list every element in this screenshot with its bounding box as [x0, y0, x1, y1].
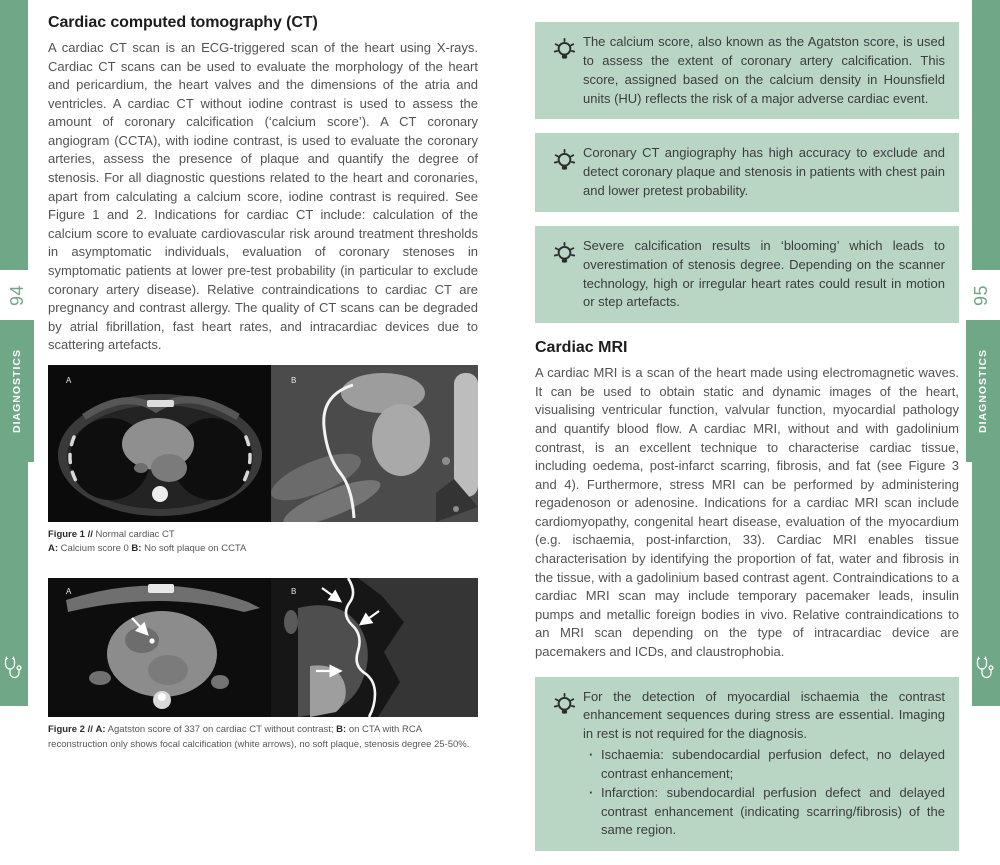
stethoscope-icon — [0, 650, 28, 690]
tip-box-ccta-accuracy — [535, 133, 959, 212]
lightbulb-icon — [545, 147, 583, 177]
lightbulb-icon — [545, 36, 583, 66]
fig2-a-text: Agatston score of 337 on cardiac CT without contrast; — [107, 724, 334, 736]
fig1-caption-title: Figure 1 // — [48, 528, 93, 540]
fig1-a-text: Calcium score 0 — [60, 543, 129, 555]
tip-bullet-list — [583, 746, 945, 840]
fig1-caption-text: Normal cardiac CT — [95, 528, 175, 540]
left-page-column — [48, 14, 478, 752]
right-page-column — [535, 22, 959, 865]
stethoscope-icon — [972, 650, 1000, 690]
tip-box-ischaemia-detection — [535, 677, 959, 852]
lightbulb-icon — [545, 240, 583, 270]
figure1-image — [48, 365, 478, 522]
figure2-image — [48, 578, 478, 717]
tip-text: Severe calcification results in ‘blooming’ which leads to overestimation of stenosis degree. Depending on the scanner technology, high or irregular heart rates could result in motion or step artefacts. — [583, 237, 945, 310]
fig2-b-text: on CTA with RCA reconstruction only shows focal calcification (white arrows), no soft plaque, stenosis degree 25-50%. — [48, 724, 470, 750]
tip-text: The calcium score, also known as the Agatston score, is used to assess the extent of coronary artery calcification. This score, assigned based on the calcium density in Hounsfield units (HU) reflects the risk of a major adverse cardiac event. — [583, 34, 945, 106]
fig2-panel-b-rca-cta — [271, 578, 478, 717]
page-title: Cardiac computed tomography (CT) — [48, 14, 318, 31]
fig1-panel-b-label: B — [291, 375, 297, 385]
fig2-panel-b-label: B — [291, 587, 297, 597]
left-section-tab — [0, 320, 34, 462]
tip-box-calcium-score — [535, 22, 959, 119]
tip-text — [583, 688, 945, 841]
right-section-tab — [966, 320, 1000, 462]
right-page-number-text: 95 — [971, 284, 992, 306]
left-page-number-text: 94 — [7, 284, 28, 306]
left-section-label: DIAGNOSTICS — [11, 349, 24, 433]
tip-box-blooming — [535, 226, 959, 323]
bullet-infarction: · Infarction: subendocardial perfusion defect and delayed contrast enhancement (indicating scarring/fibrosis) of the same region. — [589, 784, 945, 841]
section-title-cardiac-mri: Cardiac MRI — [535, 339, 628, 357]
right-page-number — [964, 270, 1000, 320]
right-section-label: DIAGNOSTICS — [977, 349, 990, 433]
tip-text: Coronary CT angiography has high accuracy to exclude and detect coronary plaque and stenosis in patients with chest pain and lower pretest probability. — [583, 145, 945, 199]
fig2-panel-a-label: A — [66, 587, 72, 597]
mri-body-text: A cardiac MRI is a scan of the heart made using electromagnetic waves. It can be used to obtain static and dynamic images of the heart, visualising ventricular function, valvular function, myocardial pathology and quantify blood flow. A cardiac MRI, without and with gadolinium contrast, is an excellent technique to characterise cardiac tissue, including oedema, post-infarct scarring, fibrosis, and fat (see Figure 3 and 4). Furthermore, stress MRI can be performed by administering regadenoson or adenosine. Indications for a cardiac MRI scan include cardiomyopathy, congenital heart disease, evaluation of the myocardium (e.g. ischaemia, post-infarction, 33). Cardiac MRI enables tissue characterisation by identifying the proportion of fat, water and fibrosis in the tissue, with a gadolinium based contrast agent. Contraindications to a cardiac MRI scan may include temporary pacemaker leads, insulin pumps and metallic foreign bodies in vivo. Relative contraindications to an MRI scan depending on the type of intracardiac device are pacemakers and ICDs, and claustrophobia. — [535, 365, 959, 659]
left-page-number — [0, 270, 36, 320]
fig2-b-label: B: — [336, 724, 347, 736]
ct-body-text: A cardiac CT scan is an ECG-triggered scan of the heart using X-rays. Cardiac CT scans can be used to evaluate the morphology of the heart and pericardium, the heart valves and the dimensions of the atria and ventricles. A cardiac CT without iodine contrast is used to assess the amount of coronary calcification (‘calcium score’). A CT coronary angiogram (CCTA), with iodine contrast, is used to evaluate the coronary arteries, assess the presence of plaque and quantify the degree of stenosis. For all diagnostic questions related to the heart and coronaries, apart from calculating a calcium score, iodine contrast is required. See Figure 1 and 2. Indications for cardiac CT include: calculation of the calcium score to evaluate cardiovascular risk around treatment thresholds in asymptomatic individuals, evaluation of coronary stenoses in symptomatic patients at lower pre-test probability (in particular to exclude coronary artery disease). Relative contraindications to cardiac CT are pregnancy and contrast allergy. The quality of CT scans can be degraded by atrial fibrillation, fast heart rates, and intracardiac devices due to scattering artefacts. — [48, 40, 478, 353]
figure1-caption — [48, 528, 478, 557]
fig1-panel-a-axial-ct — [58, 394, 262, 516]
fig2-a-label: A: — [95, 724, 106, 736]
fig1-b-text: No soft plaque on CCTA — [144, 543, 247, 555]
bullet-ischaemia: · Ischaemia: subendocardial perfusion defect, no delayed contrast enhancement; — [589, 746, 945, 784]
fig1-panel-a-label: A — [66, 375, 72, 385]
fig1-b-label: B: — [131, 543, 142, 555]
fig1-panel-b-ccta — [266, 365, 478, 522]
fig2-caption-title: Figure 2 // — [48, 724, 93, 736]
figure2-block — [48, 578, 478, 752]
figure2-caption — [48, 723, 478, 752]
fig1-a-label: A: — [48, 543, 59, 555]
tip-intro: For the detection of myocardial ischaemia the contrast enhancement sequences during stress are essential. Imaging in rest is not required for the diagnosis. — [583, 688, 945, 742]
